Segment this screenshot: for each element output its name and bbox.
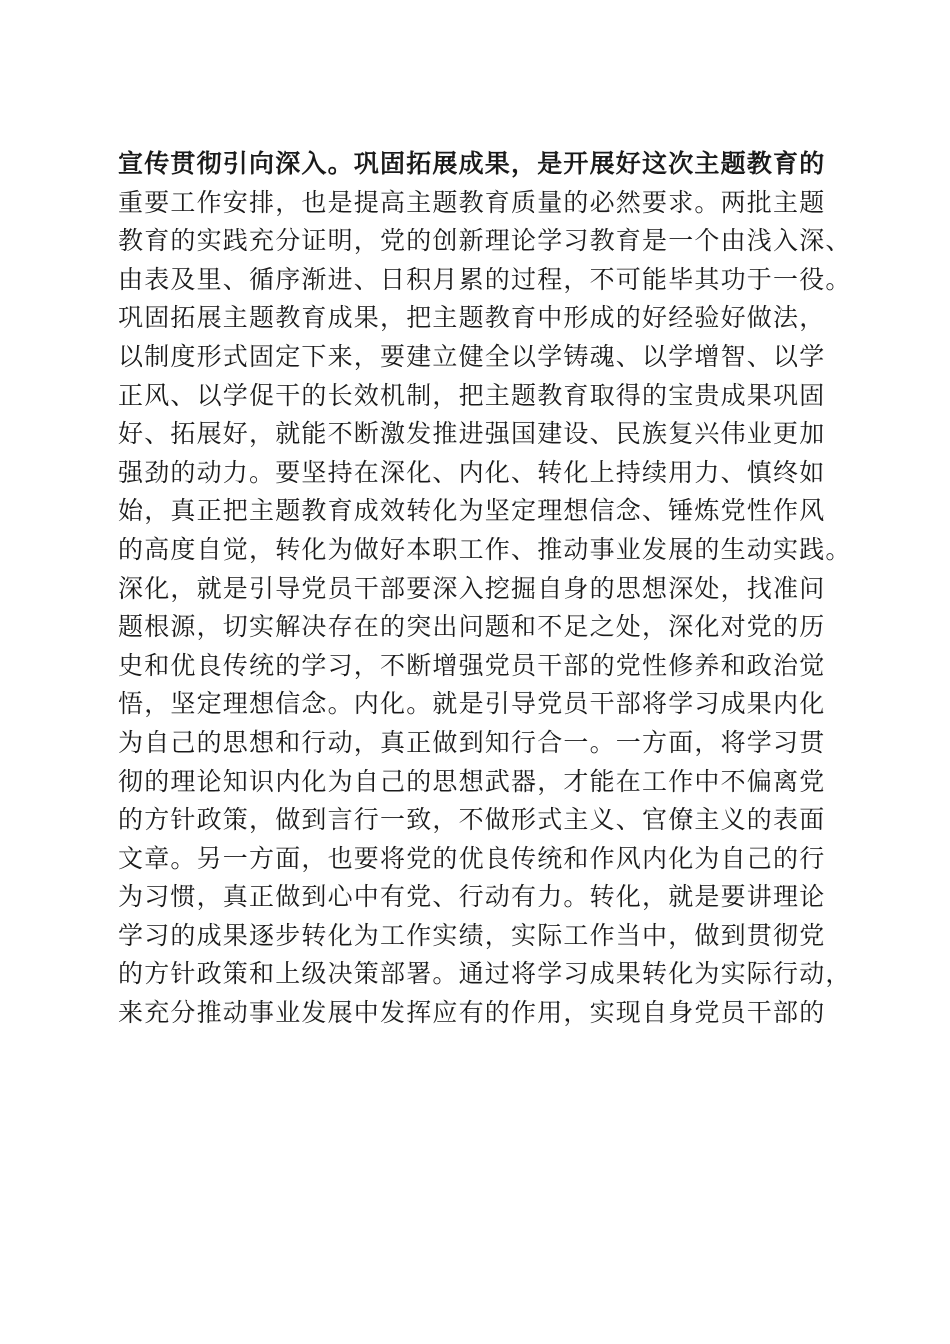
text-line: 文章。另一方面，也要将党的优良传统和作风内化为自己的行 — [118, 843, 826, 873]
text-line: 巩固拓展主题教育成果，把主题教育中形成的好经验好做法， — [118, 303, 826, 333]
body-text — [118, 145, 858, 1033]
text-line: 好、拓展好，就能不断激发推进强国建设、民族复兴伟业更加 — [118, 419, 826, 449]
text-line: 为习惯，真正做到心中有党、行动有力。转化，就是要讲理论 — [118, 882, 826, 912]
text-line: 的方针政策，做到言行一致，不做形式主义、官僚主义的表面 — [118, 805, 826, 835]
text-line: 重要工作安排，也是提高主题教育质量的必然要求。两批主题 — [118, 187, 826, 217]
text-line: 彻的理论知识内化为自己的思想武器，才能在工作中不偏离党 — [118, 766, 826, 796]
text-line: 的方针政策和上级决策部署。通过将学习成果转化为实际行动， — [118, 959, 852, 989]
text-line: 为自己的思想和行动，真正做到知行合一。一方面，将学习贯 — [118, 727, 826, 757]
text-line: 由表及里、循序渐进、日积月累的过程，不可能毕其功于一役。 — [118, 264, 852, 294]
text-line: 深化，就是引导党员干部要深入挖掘自身的思想深处，找准问 — [118, 573, 826, 603]
text-line: 学习的成果逐步转化为工作实绩，实际工作当中，做到贯彻党 — [118, 920, 826, 950]
text-line: 宣传贯彻引向深入。巩固拓展成果，是开展好这次主题教育的 — [118, 149, 826, 178]
text-line: 的高度自觉，转化为做好本职工作、推动事业发展的生动实践。 — [118, 534, 852, 564]
text-line: 强劲的动力。要坚持在深化、内化、转化上持续用力、慎终如 — [118, 457, 826, 487]
text-line: 教育的实践充分证明，党的创新理论学习教育是一个由浅入深、 — [118, 226, 852, 256]
text-line: 正风、以学促干的长效机制，把主题教育取得的宝贵成果巩固 — [118, 380, 826, 410]
text-line: 题根源，切实解决存在的突出问题和不足之处，深化对党的历 — [118, 612, 826, 642]
text-line: 史和优良传统的学习，不断增强党员干部的党性修养和政治觉 — [118, 650, 826, 680]
text-line: 悟，坚定理想信念。内化。就是引导党员干部将学习成果内化 — [118, 689, 826, 719]
text-line: 来充分推动事业发展中发挥应有的作用，实现自身党员干部的 — [118, 998, 826, 1028]
text-line: 以制度形式固定下来，要建立健全以学铸魂、以学增智、以学 — [118, 341, 826, 371]
text-line: 始，真正把主题教育成效转化为坚定理想信念、锤炼党性作风 — [118, 496, 826, 526]
